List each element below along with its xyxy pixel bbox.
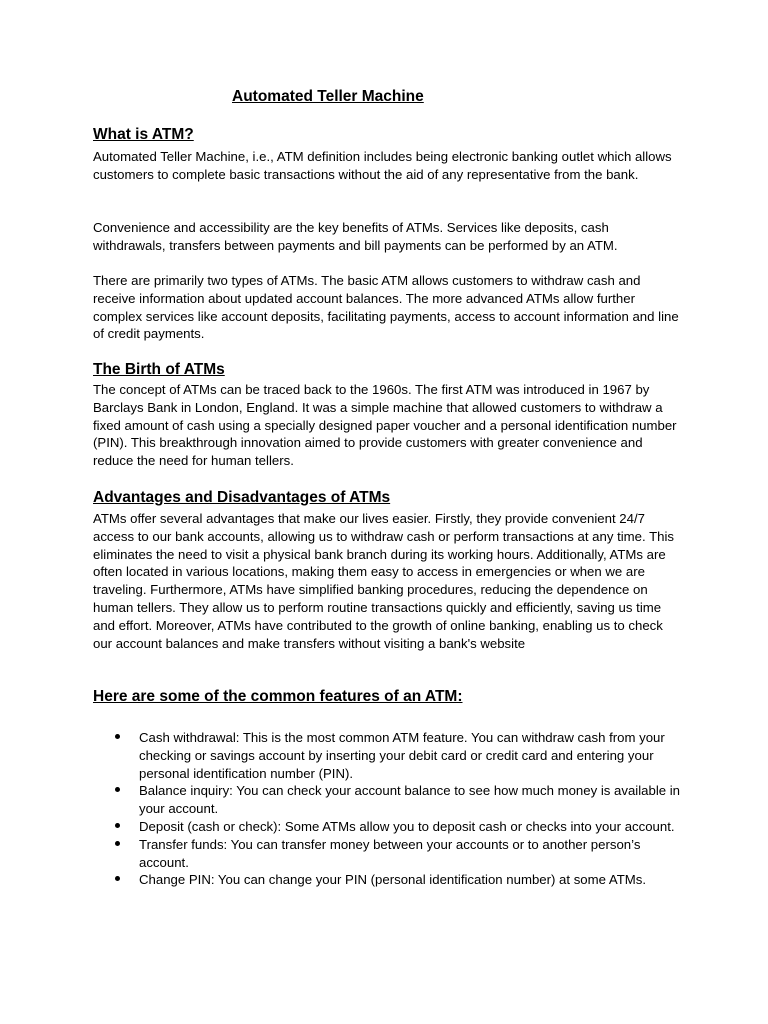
list-item (93, 729, 683, 782)
paragraph-atm-advantages: ATMs offer several advantages that make our lives easier. Firstly, they provide convenient 24/7 access to our bank accounts, allowing us to withdraw cash or perform transactions at any time. This eliminates the need to visit a physical bank branch during its working hours. Additionally, ATMs are often located in various locations, making them easy to access in emergencies or when we are traveling. Furthermore, ATMs have simplified banking procedures, reducing the dependence on human tellers. They allow us to perform routine transactions quickly and efficiently, saving us time and effort. Moreover, ATMs have contributed to the growth of online banking, enabling us to check our account balances and make transfers without visiting a bank's website (93, 511, 675, 651)
paragraph-atm-definition: Automated Teller Machine, i.e., ATM definition includes being electronic banking outlet which allows customers to complete basic transactions without the aid of any representative from the bank. (93, 149, 672, 182)
section-heading-advantages: Advantages and Disadvantages of ATMs (93, 489, 391, 506)
section-heading-birth-of-atms: The Birth of ATMs (93, 361, 225, 378)
list-item (93, 818, 683, 836)
paragraph-atm-history: The concept of ATMs can be traced back to the 1960s. The first ATM was introduced in 1967 by Barclays Bank in London, England. It was a simple machine that allowed customers to withdraw a fixed amount of cash using a specially designed paper voucher and a personal identification number (PIN). This breakthrough innovation aimed to provide customers with greater convenience and reduce the need for human tellers. (93, 382, 677, 469)
bullet-icon (115, 734, 120, 739)
list-item (93, 782, 683, 818)
list-item-text: Cash withdrawal: This is the most common ATM feature. You can withdraw cash from your checking or savings account by inserting your debit card or credit card and entering your personal identification number (PIN). (139, 730, 665, 781)
bullet-icon (115, 841, 120, 846)
paragraph-atm-types: There are primarily two types of ATMs. The basic ATM allows customers to withdraw cash and receive information about updated account balances. The more advanced ATMs allow further complex services like account deposits, facilitating payments, access to account information and line of credit payments. (93, 273, 679, 342)
features-list (93, 729, 683, 889)
list-item (93, 836, 683, 872)
list-item-text: Deposit (cash or check): Some ATMs allow you to deposit cash or checks into your account. (139, 818, 675, 834)
section-heading-what-is-atm: What is ATM? (93, 126, 194, 143)
bullet-icon (115, 876, 120, 881)
list-item-text: Change PIN: You can change your PIN (personal identification number) at some ATMs. (139, 872, 647, 888)
section-heading-common-features: Here are some of the common features of an ATM: (93, 688, 463, 705)
list-item-text: Balance inquiry: You can check your account balance to see how much money is available in your account. (139, 783, 681, 817)
bullet-icon (115, 823, 120, 828)
bullet-icon (115, 787, 120, 792)
document-title: Automated Teller Machine (232, 88, 424, 105)
list-item-text: Transfer funds: You can transfer money between your accounts or to another person’s account. (139, 836, 641, 870)
paragraph-atm-benefits: Convenience and accessibility are the key benefits of ATMs. Services like deposits, cash withdrawals, transfers between payments and bill payments can be performed by an ATM. (93, 220, 618, 253)
list-item (93, 871, 683, 889)
